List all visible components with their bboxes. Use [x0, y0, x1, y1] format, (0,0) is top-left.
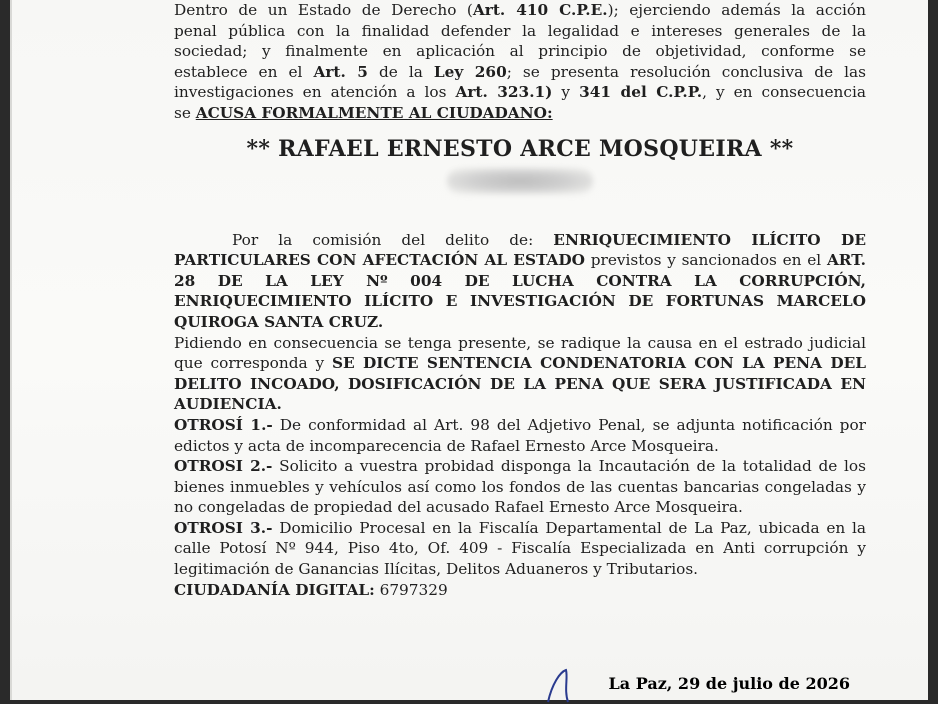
formal-accusation-heading: ACUSA FORMALMENTE AL CIUDADANO: — [195, 103, 553, 122]
signature-mark — [538, 664, 598, 704]
date-line: La Paz, 29 de julio de 2026 — [608, 674, 850, 693]
accused-name: ** RAFAEL ERNESTO ARCE MOSQUEIRA ** — [246, 135, 794, 162]
paragraph-request: Pidiendo en consecuencia se tenga presente, se radique la causa en el estrado judicial que corresponda y SE DICTE SENTENCIA CONDENATORIA CON LA PENA DEL DELITO INCOADO, DOSIFICACIÓN DE LA PENA QUE SERA JUSTIFICADA EN AUDIENCIA. — [174, 333, 866, 414]
ciudadania-digital: CIUDADANÍA DIGITAL: 6797329 — [174, 580, 448, 599]
paragraph-intro: Dentro de un Estado de Derecho (Art. 410 C.P.E.); ejerciendo además la acción penal pública con la finalidad defender la legalidad e intereses generales de la sociedad; y finalmente en aplicación al principio de objetividad, conforme se establece en el Art. 5 de la Ley 260; se presenta resolución conclusiva de las investigaciones en atención a los Art. 323.1) y 341 del C.P.P., y en consecuencia se ACUSA FORMALMENTE AL CIUDADANO: — [174, 1, 867, 122]
otrosi-1: OTROSÍ 1.- De conformidad al Art. 98 del Adjetivo Penal, se adjunta notificación por edictos y acta de incomparecencia de Rafael Ernesto Arce Mosqueira. — [174, 415, 866, 455]
paragraph-offense: Por la comisión del delito de: ENRIQUECIMIENTO ILÍCITO DE PARTICULARES CON AFECTACIÓN AL ESTADO previstos y sancionados en el ART. 28 DE LA LEY Nº 004 DE LUCHA CONTRA LA CORRUPCIÓN, ENRIQUECIMIENTO ILÍCITO E INVESTIGACIÓN DE FORTUNAS MARCELO QUIROGA SANTA CRUZ. — [174, 230, 866, 331]
otrosi-3: OTROSI 3.- Domicilio Procesal en la Fiscalía Departamental de La Paz, ubicada en la calle Potosí Nº 944, Piso 4to, Of. 409 - Fiscalía Especializada en Anti corrupción y legitimación de Ganancias Ilícitas, Delitos Aduaneros y Tributarios. — [174, 518, 866, 579]
otrosi-2: OTROSI 2.- Solicito a vuestra probidad disponga la Incautación de la totalidad de los bienes inmuebles y vehículos así como los fondos de las cuentas bancarias congeladas y no congeladas de propiedad del acusado Rafael Ernesto Arce Mosqueira. — [174, 457, 866, 517]
redacted-blur — [447, 168, 593, 194]
document-sheet — [10, 0, 928, 700]
document-body — [174, 0, 866, 600]
